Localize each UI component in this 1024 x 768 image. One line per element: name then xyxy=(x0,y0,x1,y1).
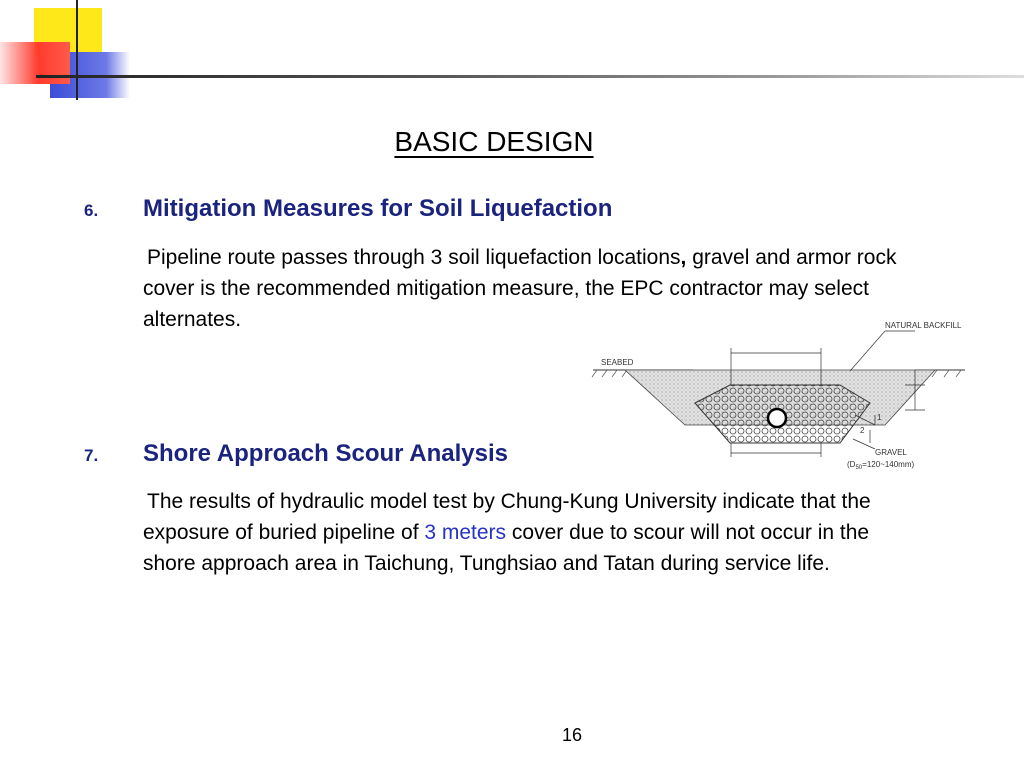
section-heading-7: Shore Approach Scour Analysis xyxy=(143,440,508,467)
section-number-6: 6. xyxy=(84,201,99,220)
paragraph-text: gravel and armor rock cover is the recommended mitigation measure, the EPC contractor may select alternates. xyxy=(143,246,897,331)
label-d50-prefix: (D xyxy=(847,460,856,469)
paragraph-text: Pipeline route passes through 3 soil liquefaction location xyxy=(147,246,671,269)
label-natural-backfill: NATURAL BACKFILL xyxy=(885,321,962,330)
label-d50 xyxy=(847,460,915,471)
section-number-7: 7. xyxy=(84,446,99,465)
paragraph-text: s xyxy=(670,246,681,269)
label-dim-2: 2 xyxy=(860,426,865,435)
label-dim-1: 1 xyxy=(877,413,882,422)
paragraph-comma: , xyxy=(680,246,687,269)
deco-vertical-line xyxy=(76,0,78,100)
label-gravel: GRAVEL xyxy=(875,448,907,457)
paragraph-text: The results of hydraulic model test by Chung-Kung University indicate that the exposure of buried pipeline of xyxy=(143,490,871,544)
pipeline-icon xyxy=(768,409,786,427)
header-rule xyxy=(36,75,1024,78)
trench-cross-section-diagram xyxy=(585,315,980,475)
section-heading-6: Mitigation Measures for Soil Liquefaction xyxy=(143,195,613,222)
page-number: 16 xyxy=(562,725,583,745)
highlight-text: 3 meters xyxy=(424,521,507,544)
slide-title: BASIC DESIGN xyxy=(394,126,594,157)
corner-decoration xyxy=(0,0,140,100)
label-d50-subscript: 50 xyxy=(855,465,863,471)
section-paragraph-7 xyxy=(143,486,913,579)
label-d50-value: =120~140mm) xyxy=(862,460,915,469)
label-seabed: SEABED xyxy=(601,358,634,367)
paragraph-text: cover due to scour will not occur in the shore approach area in Taichung, Tunghsiao and Tatan during service life. xyxy=(143,521,870,575)
